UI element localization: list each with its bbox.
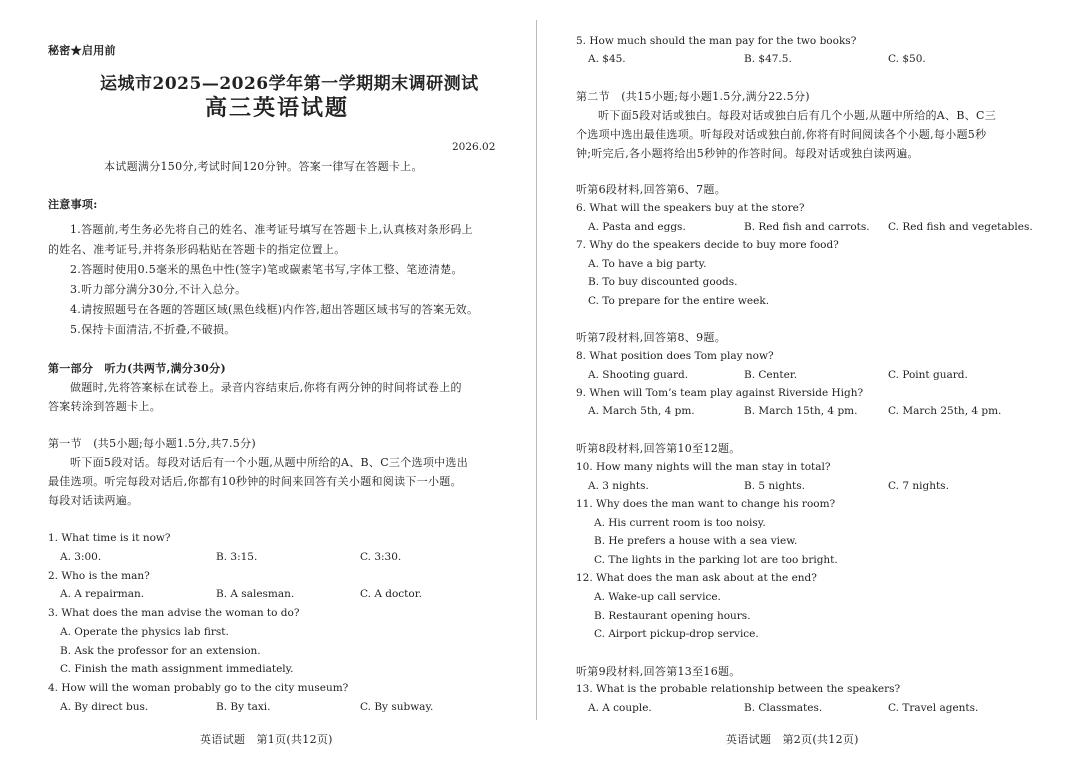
option-c: C. Red fish and vegetables. [888, 221, 1033, 233]
option-b: B. Classmates. [744, 702, 823, 714]
page-footer: 英语试题 第1页(共12页) [200, 733, 333, 746]
option-c: C. Point guard. [888, 369, 968, 381]
option-c: C. March 25th, 4 pm. [888, 405, 1002, 417]
option-c: C. Airport pickup-drop service. [594, 628, 759, 640]
question-3: 3. What does the man advise the woman to do? [48, 607, 300, 619]
option-c: C. To prepare for the entire week. [588, 295, 770, 307]
notice-line: 2.答题时使用0.5毫米的黑色中性(签字)笔或碳素笔书写,字体工整、笔迹清楚。 [70, 263, 463, 276]
option-a: A. Operate the physics lab first. [60, 626, 229, 638]
section2-desc-line: 个选项中选出最佳选项。听每段对话或独白前,你将有时间阅读各个小题,每小题5秒 [576, 128, 987, 141]
part1-desc-line: 做题时,先将答案标在试卷上。录音内容结束后,你将有两分钟的时间将试卷上的 [70, 381, 462, 394]
question-13: 13. What is the probable relationship between the speakers? [576, 683, 901, 695]
section2-heading: 第二节 (共15小题;每小题1.5分,满分22.5分) [576, 90, 810, 103]
option-b: B. March 15th, 4 pm. [744, 405, 858, 417]
option-a: A. To have a big party. [588, 258, 707, 270]
option-b: B. 3:15. [216, 551, 258, 563]
section1-desc-line: 最佳选项。听完每段对话后,你都有10秒钟的时间来回答有关小题和阅读下一小题。 [48, 475, 462, 488]
question-1: 1. What time is it now? [48, 532, 171, 544]
part1-desc-line: 答案转涂到答题卡上。 [48, 400, 161, 413]
notice-line: 1.答题前,考生务必先将自己的姓名、准考证号填写在答题卡上,认真核对条形码上 [70, 223, 473, 236]
page-footer: 英语试题 第2页(共12页) [726, 733, 859, 746]
section1-desc-line: 听下面5段对话。每段对话后有一个小题,从题中所给的A、B、C三个选项中选出 [70, 456, 469, 469]
option-a: A. March 5th, 4 pm. [588, 405, 695, 417]
question-10: 10. How many nights will the man stay in total? [576, 461, 831, 473]
exam-intro: 本试题满分150分,考试时间120分钟。答案一律写在答题卡上。 [104, 160, 423, 173]
question-8: 8. What position does Tom play now? [576, 350, 774, 362]
option-c: C. Finish the math assignment immediately. [60, 663, 294, 675]
material-heading: 听第7段材料,回答第8、9题。 [576, 331, 726, 344]
exam-page-2 [540, 0, 1080, 765]
option-c: C. Travel agents. [888, 702, 979, 714]
option-a: A. $45. [588, 53, 626, 65]
option-b: B. A salesman. [216, 588, 295, 600]
question-9: 9. When will Tom’s team play against Riverside High? [576, 387, 864, 399]
question-7: 7. Why do the speakers decide to buy more food? [576, 239, 839, 251]
question-2: 2. Who is the man? [48, 570, 150, 582]
option-b: B. By taxi. [216, 701, 271, 713]
option-a: A. Shooting guard. [588, 369, 689, 381]
option-a: A. Wake-up call service. [594, 591, 721, 603]
option-c: C. By subway. [360, 701, 434, 713]
option-b: B. Center. [744, 369, 798, 381]
option-b: B. $47.5. [744, 53, 792, 65]
option-a: A. A repairman. [60, 588, 145, 600]
option-a: A. By direct bus. [60, 701, 149, 713]
confidential-label: 秘密★启用前 [48, 44, 116, 57]
option-a: A. Pasta and eggs. [588, 221, 686, 233]
part1-heading: 第一部分 听力(共两节,满分30分) [48, 362, 226, 375]
option-c: C. 7 nights. [888, 480, 949, 492]
question-11: 11. Why does the man want to change his room? [576, 498, 836, 510]
question-6: 6. What will the speakers buy at the store? [576, 202, 805, 214]
option-b: B. Red fish and carrots. [744, 221, 870, 233]
option-b: B. Ask the professor for an extension. [60, 645, 261, 657]
notice-line: 3.听力部分满分30分,不计入总分。 [70, 283, 247, 296]
option-b: B. To buy discounted goods. [588, 276, 738, 288]
notice-line: 的姓名、准考证号,并将条形码粘贴在答题卡的指定位置上。 [48, 243, 346, 256]
option-a: A. 3 nights. [588, 480, 649, 492]
question-5: 5. How much should the man pay for the two books? [576, 35, 857, 47]
option-b: B. Restaurant opening hours. [594, 610, 751, 622]
notice-line: 5.保持卡面清洁,不折叠,不破损。 [70, 323, 236, 336]
material-heading: 听第6段材料,回答第6、7题。 [576, 183, 726, 196]
exam-page-1 [0, 0, 536, 765]
section2-desc-line: 听下面5段对话或独白。每段对话或独白后有几个小题,从题中所给的A、B、C三 [598, 109, 997, 122]
section1-heading: 第一节 (共5小题;每小题1.5分,共7.5分) [48, 437, 256, 450]
option-a: A. His current room is too noisy. [594, 517, 766, 529]
option-c: C. The lights in the parking lot are too bright. [594, 554, 838, 566]
notice-heading: 注意事项: [48, 198, 98, 211]
material-heading: 听第9段材料,回答第13至16题。 [576, 665, 741, 678]
exam-date: 2026.02 [452, 141, 496, 153]
section1-desc-line: 每段对话读两遍。 [48, 494, 139, 507]
question-4: 4. How will the woman probably go to the city museum? [48, 682, 349, 694]
material-heading: 听第8段材料,回答第10至12题。 [576, 442, 741, 455]
option-c: C. A doctor. [360, 588, 422, 600]
option-c: C. $50. [888, 53, 926, 65]
option-a: A. 3:00. [60, 551, 102, 563]
option-b: B. He prefers a house with a sea view. [594, 535, 798, 547]
option-c: C. 3:30. [360, 551, 402, 563]
option-b: B. 5 nights. [744, 480, 805, 492]
question-12: 12. What does the man ask about at the end? [576, 572, 817, 584]
option-a: A. A couple. [588, 702, 652, 714]
exam-subtitle: 高三英语试题 [205, 95, 350, 121]
page-divider [536, 20, 537, 720]
section2-desc-line: 钟;听完后,各小题将给出5秒钟的作答时间。每段对话或独白读两遍。 [576, 147, 919, 160]
notice-line: 4.请按照题号在各题的答题区域(黑色线框)内作答,超出答题区域书写的答案无效。 [70, 303, 479, 316]
exam-title: 运城市2025—2026学年第一学期期末调研测试 [100, 74, 479, 94]
